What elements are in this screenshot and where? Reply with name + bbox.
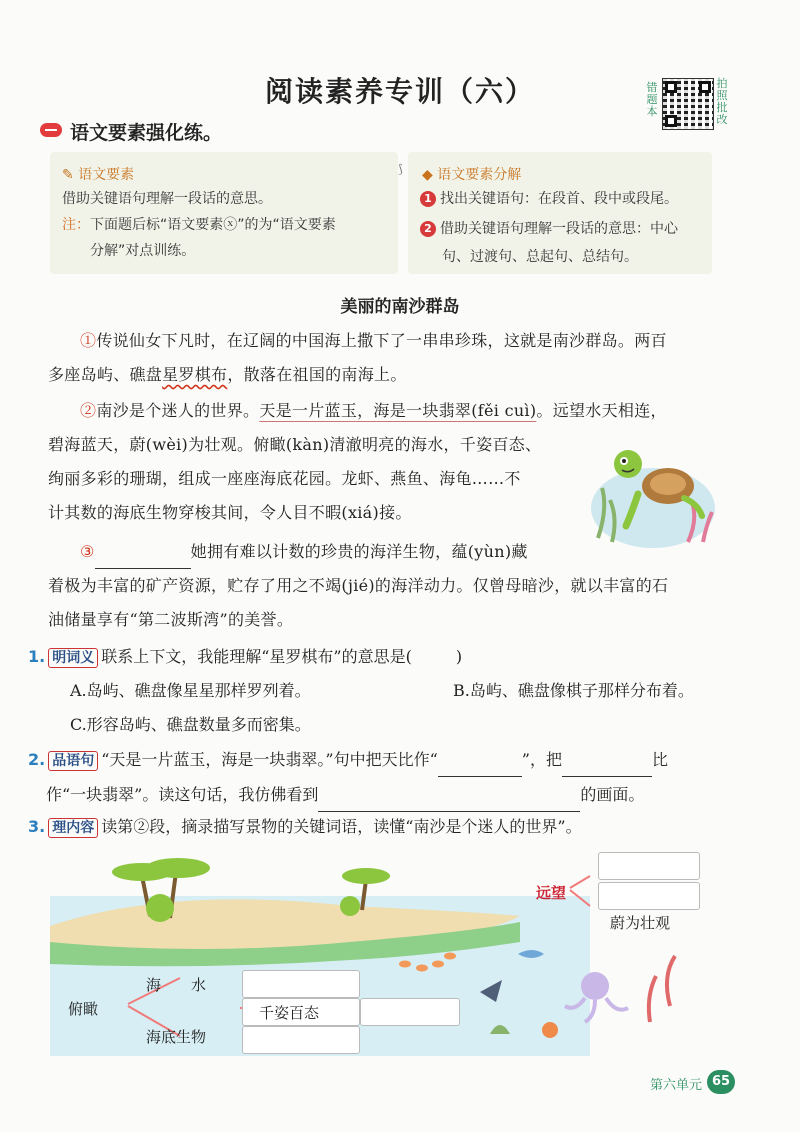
wavy-underline-phrase: 星罗棋布 [162,365,228,384]
page-title: 阅读素养专训（六） [264,75,535,108]
element-box [50,152,398,274]
breakdown-item-1: 1 找出关键语句：在段首、段中或段尾。 [420,186,678,212]
paragraph-3-blank[interactable] [95,534,191,569]
q2-blank-3[interactable] [318,777,580,812]
breakdown-box-heading: ◆ 语文要素分解 [422,167,522,183]
qr-left-label: 错题本 [646,81,658,118]
element-box-heading: ✎ 语文要素 [62,167,135,183]
answer-box-coral[interactable] [360,998,460,1026]
label-yuanwang: 远望 [536,884,567,902]
label-fukan: 俯瞰 [68,1000,99,1018]
paragraph-2: ②南沙是个迷人的世界。天是一片蓝玉，海是一块翡翠(fěi cuì)。远望水天相连， 碧海蓝天，蔚(wèi)为壮观。俯瞰(kàn)清澈明亮的海水，千姿百态、 绚丽多彩的珊瑚，组成一座座海底花园。龙虾、燕鱼、海龟……不 计其数的海底生物穿梭其间，令人目不暇(xiá)接。 [48,401,667,522]
breakdown-item-2-cont: 句、过渡句、总起句、总结句。 [442,249,638,265]
pencil-icon: ✎ [62,167,74,183]
element-box-text: 借助关键语句理解一段话的意思。 [62,191,272,207]
page-number: 65 [707,1070,735,1094]
question-3: 3. 理内容 读第②段，摘录描写景物的关键词语，读懂“南沙是个迷人的世界”。 [28,817,582,836]
label-haishui: 海 水 [146,976,207,994]
passage-title: 美丽的南沙群岛 [340,297,460,317]
qr-code-icon[interactable] [662,78,714,130]
unit-label: 第六单元 [650,1078,703,1093]
tag-icon: ◆ [422,167,433,183]
q1-option-a[interactable]: A.岛屿、礁盘像星星那样罗列着。 [70,681,311,700]
question-1: 1. 明词义 联系上下文，我能理解“星罗棋布”的意思是( ) A.岛屿、礁盘像星星那样罗列着。 B.岛屿、礁盘像棋子那样分布着。 C.形容岛屿、礁盘数量多而密集。 [28,640,768,742]
underlined-sentence: 天是一片蓝玉，海是一块翡翠(fěi cuì) [259,401,537,420]
word-box-qianzibaitai: 千姿百态 [242,998,360,1026]
q1-option-b[interactable]: B.岛屿、礁盘像棋子那样分布着。 [453,681,694,700]
section-title: 语文要素强化练。 [70,122,223,144]
paragraph-3: ③ 她拥有难以计数的珍贵的海洋生物，蕴(yùn)藏 着极为丰富的矿产资源，贮存了用之不竭(jié)的海洋动力。仅曾母暗沙，就以丰富的石 油储量享有“第二波斯湾”的美誉。 [48,534,748,637]
breakdown-box [408,152,712,274]
q2-blank-2[interactable] [562,742,652,777]
element-box-note: 注：下面题后标“语文要素ⓧ”的为“语文要素 [62,217,336,233]
answer-box-sea-life[interactable] [242,1026,360,1054]
qr-right-label: 拍照批改 [716,77,728,126]
answer-box-far-1[interactable] [598,852,700,880]
q1-option-c[interactable]: C.形容岛屿、礁盘数量多而密集。 [70,715,311,734]
binder-icon: ⟆ [398,162,403,176]
label-haidishengwu: 海底生物 [146,1028,207,1046]
sea-diagram [50,846,720,1056]
answer-box-far-2[interactable] [598,882,700,910]
element-box-note-2: 分解”对点训练。 [90,243,196,259]
answer-box-sea-water[interactable] [242,970,360,998]
q1-answer-blank[interactable] [412,640,456,674]
label-weiweizhuangguan: 蔚为壮观 [610,914,671,932]
breakdown-item-2: 2 借助关键语句理解一段话的意思：中心 [420,216,678,242]
question-2: 2. 品语句 “天是一片蓝玉，海是一块翡翠。”句中把天比作“ ”，把 比 作“一块翡翠”。读这句话，我仿佛看到 的画面。 [28,742,768,812]
q2-blank-1[interactable] [438,742,522,777]
section-badge-icon [40,123,62,137]
paragraph-1: ①传说仙女下凡时，在辽阔的中国海上撒下了一串串珍珠，这就是南沙群岛。两百 多座岛屿、礁盘星罗棋布，散落在祖国的南海上。 [48,331,667,384]
